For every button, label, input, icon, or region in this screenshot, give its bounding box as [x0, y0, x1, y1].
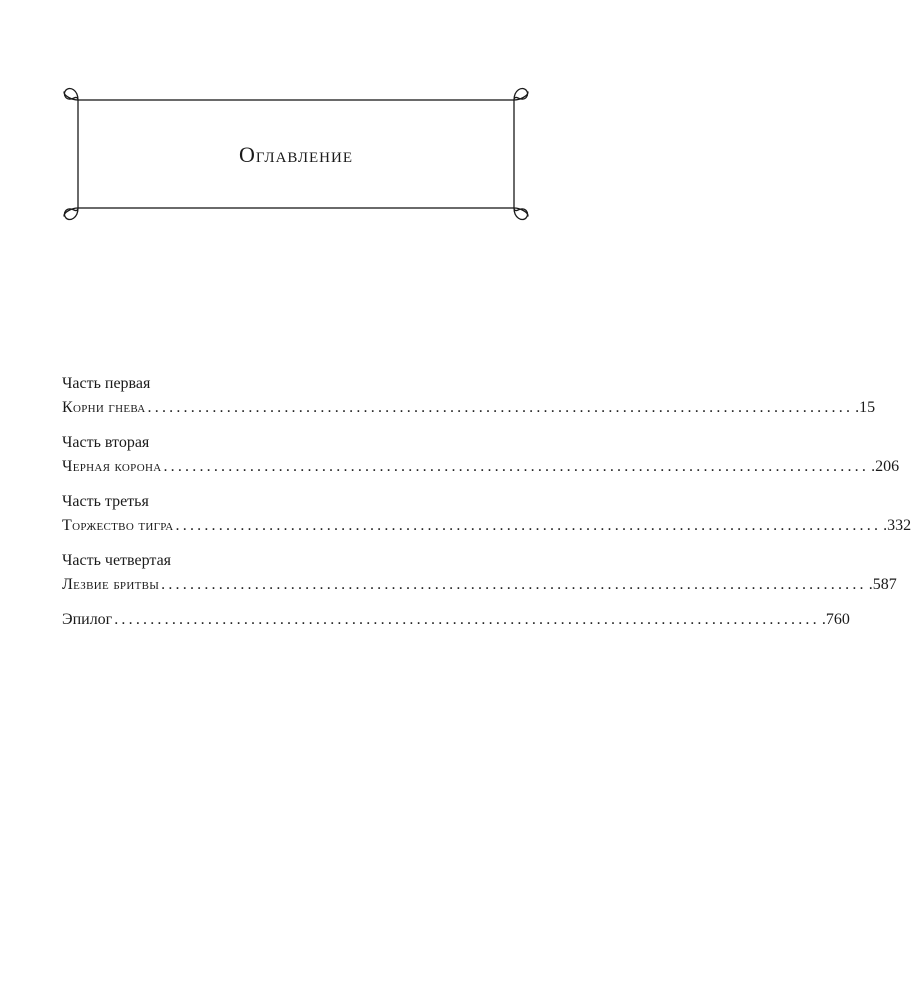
table-of-contents	[62, 372, 911, 643]
toc-leader-dots: ..................................................................................................	[161, 576, 867, 593]
toc-part-label: Часть вторая	[62, 434, 150, 451]
toc-entry	[62, 396, 876, 420]
toc-leader-dots: ..................................................................................................	[163, 458, 870, 475]
toc-part-2	[62, 431, 900, 479]
toc-entry	[62, 608, 850, 632]
toc-entry-title: Эпилог	[62, 611, 113, 628]
toc-leader-dots: ..................................................................................................	[114, 611, 820, 628]
toc-part-label: Часть первая	[62, 375, 151, 392]
toc-page-number: .15	[855, 399, 876, 416]
toc-entry-title: Черная корона	[62, 458, 162, 475]
toc-leader-dots: ..................................................................................................	[175, 517, 882, 534]
toc-part-1	[62, 372, 876, 420]
toc-leader-dots: ..................................................................................................	[147, 399, 854, 416]
toc-part-label: Часть четвертая	[62, 552, 172, 569]
toc-page-number: .587	[868, 576, 897, 593]
heading-frame	[62, 84, 530, 224]
toc-entry	[62, 573, 897, 597]
toc-part-3	[62, 490, 911, 538]
toc-page-number: .206	[871, 458, 900, 475]
toc-entry	[62, 455, 900, 479]
toc-part-4	[62, 549, 897, 597]
toc-page-number: .760	[821, 611, 850, 628]
toc-entry-title: Корни гнева	[62, 399, 146, 416]
toc-entry-title: Лезвие бритвы	[62, 576, 160, 593]
toc-epilogue	[62, 608, 850, 632]
toc-entry-title: Торжество тигра	[62, 517, 174, 534]
toc-page-number: .332	[883, 517, 911, 534]
page-title: Оглавление	[238, 142, 354, 167]
toc-entry	[62, 514, 911, 538]
toc-part-label: Часть третья	[62, 493, 149, 510]
